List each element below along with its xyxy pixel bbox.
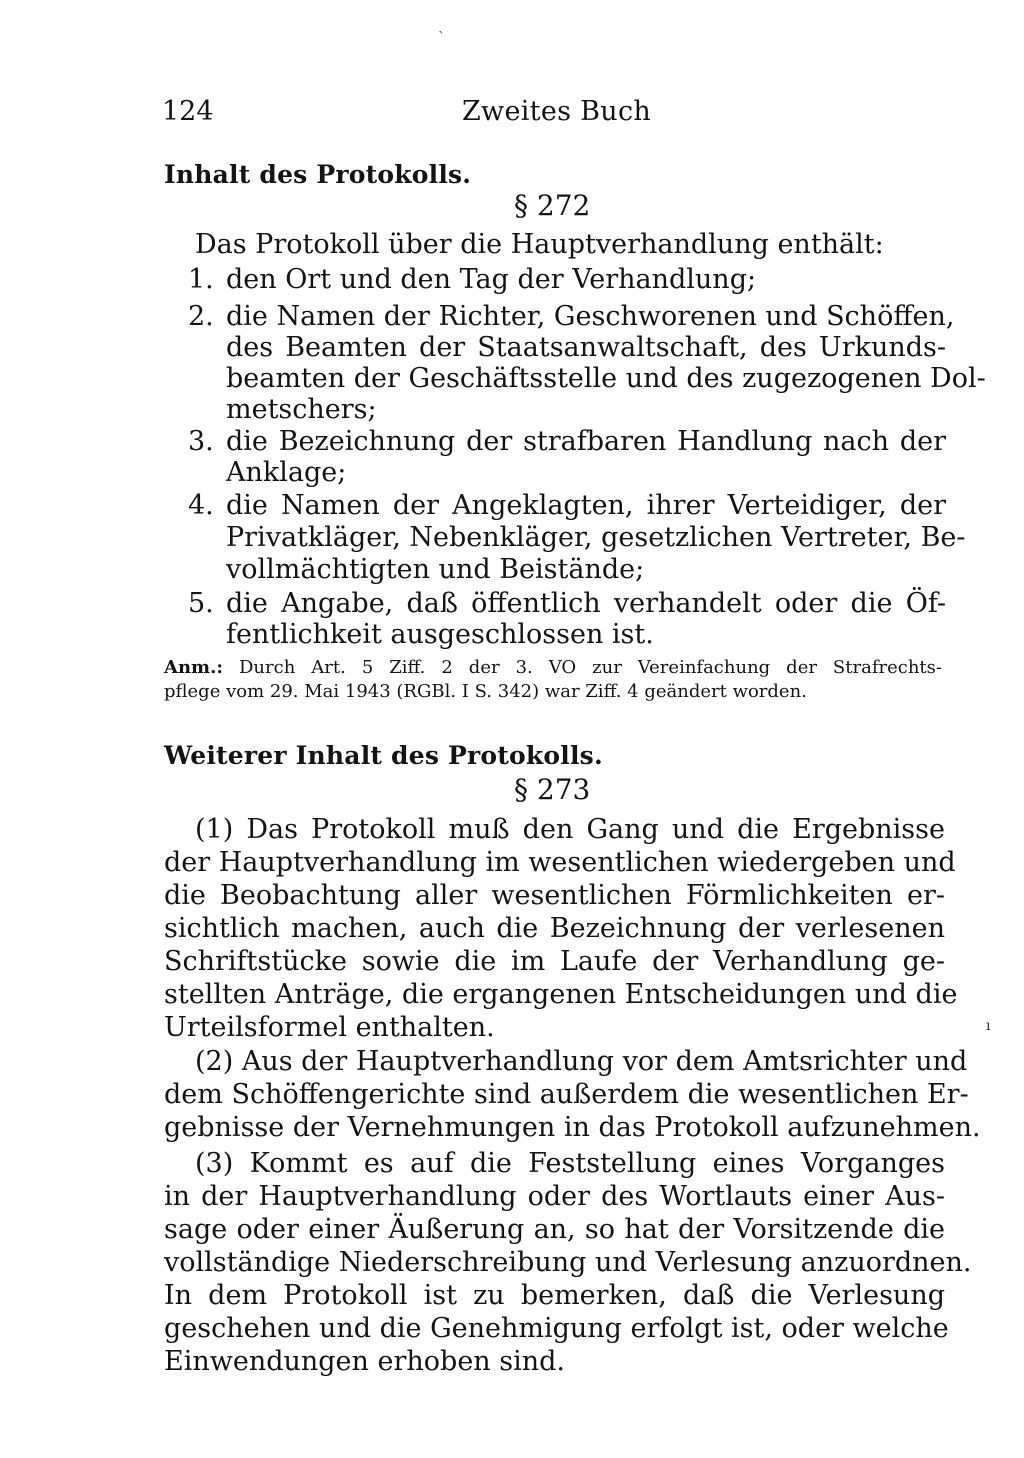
annotation-text: Durch Art. 5 Ziff. 2 der 3. VO zur Vereinfachung der Strafrechts-	[239, 657, 942, 678]
item-line: beamten der Geschäftsstelle und des zugezogenen Dol-	[226, 363, 986, 394]
subsection-line: die Beobachtung aller wesentlichen Förmlichkeiten er-	[164, 880, 945, 911]
item-number: 2.	[188, 301, 214, 332]
subsection-line: vollständige Niederschreibung und Verlesung anzuordnen.	[164, 1247, 972, 1278]
item-number: 5.	[188, 588, 214, 619]
annotation-label: Anm.:	[164, 657, 224, 678]
section-heading-273: Weiterer Inhalt des Protokolls.	[164, 741, 603, 770]
item-number: 3.	[188, 426, 214, 457]
running-head: Zweites Buch	[462, 96, 652, 127]
subsection-line: Einwendungen erhoben sind.	[164, 1346, 566, 1377]
item-line: fentlichkeit ausgeschlossen ist.	[226, 619, 654, 650]
subsection-line: (3) Kommt es auf die Feststellung eines Vorganges	[195, 1148, 945, 1179]
item-line: Privatkläger, Nebenkläger, gesetzlichen Vertreter, Be-	[226, 522, 966, 553]
subsection-line: geschehen und die Genehmigung erfolgt ist, oder welche	[164, 1313, 949, 1344]
subsection-line: Urteilsformel enthalten.	[164, 1012, 495, 1043]
item-line: die Bezeichnung der strafbaren Handlung nach der	[226, 426, 946, 457]
scan-mark: ˋ	[438, 30, 445, 46]
item-line: metschers;	[226, 394, 377, 425]
scan-mark: ı	[986, 1018, 991, 1034]
subsection-line: dem Schöffengerichte sind außerdem die wesentlichen Er-	[164, 1079, 969, 1110]
paragraph-number-272: § 272	[514, 189, 591, 222]
item-line: die Namen der Richter, Geschworenen und Schöffen,	[226, 301, 955, 332]
subsection-line: sage oder einer Äußerung an, so hat der Vorsitzende die	[164, 1214, 945, 1245]
subsection-line: Schriftstücke sowie die im Laufe der Verhandlung ge-	[164, 946, 945, 977]
item-line: Anklage;	[226, 457, 347, 488]
item-line: vollmächtigten und Beistände;	[226, 554, 645, 585]
intro-line: Das Protokoll über die Hauptverhandlung enthält:	[195, 229, 884, 260]
annotation-line: pflege vom 29. Mai 1943 (RGBl. I S. 342) war Ziff. 4 geändert worden.	[164, 681, 807, 702]
subsection-line: In dem Protokoll ist zu bemerken, daß die Verlesung	[164, 1280, 945, 1311]
subsection-line: sichtlich machen, auch die Bezeichnung der verlesenen	[164, 913, 945, 944]
subsection-line: (2) Aus der Hauptverhandlung vor dem Amtsrichter und	[195, 1046, 968, 1077]
page-number: 124	[162, 96, 214, 127]
section-heading-272: Inhalt des Protokolls.	[164, 160, 472, 189]
paragraph-number-273: § 273	[514, 773, 591, 806]
subsection-line: gebnisse der Vernehmungen in das Protokoll aufzunehmen.	[164, 1112, 981, 1143]
subsection-line: in der Hauptverhandlung oder des Wortlauts einer Aus-	[164, 1181, 945, 1212]
item-line: die Angabe, daß öffentlich verhandelt oder die Öf-	[226, 588, 946, 619]
item-line: die Namen der Angeklagten, ihrer Verteidiger, der	[226, 490, 946, 521]
subsection-line: der Hauptverhandlung im wesentlichen wiedergeben und	[164, 847, 956, 878]
item-line: des Beamten der Staatsanwaltschaft, des Urkunds-	[226, 332, 946, 363]
annotation-line	[164, 656, 942, 679]
subsection-line: stellten Anträge, die ergangenen Entscheidungen und die	[164, 979, 958, 1010]
item-number: 1.	[188, 264, 214, 295]
item-line: den Ort und den Tag der Verhandlung;	[226, 264, 757, 295]
subsection-line: (1) Das Protokoll muß den Gang und die Ergebnisse	[195, 814, 945, 845]
item-number: 4.	[188, 490, 214, 521]
